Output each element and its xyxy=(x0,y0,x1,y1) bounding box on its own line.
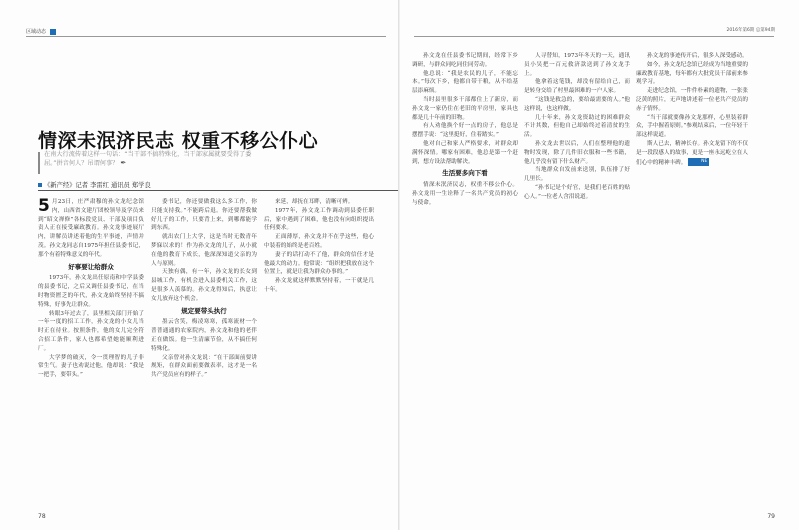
paragraph: 当时县里很多干部都住上了新房，而孙文龙一家仍住在老旧的平房里，家具也都是几十年前的旧物。 xyxy=(412,96,518,121)
subheading: 好事要让给群众 xyxy=(68,262,114,271)
header-rule xyxy=(414,36,774,37)
byline-square-icon xyxy=(38,183,42,187)
title-divider xyxy=(38,190,398,191)
paragraph: “孙书记是个好官，是我们老百姓的贴心人。”一位老人含泪说道。 xyxy=(524,184,630,200)
section-label: 区域动态 xyxy=(26,29,47,35)
article-lead xyxy=(44,150,264,168)
paragraph: 人寻替知，1973年冬天的一天，通讯员小吴把一百元救济款送到了孙文龙手上。 xyxy=(524,53,630,77)
text-column-5 xyxy=(524,52,630,498)
paragraph: 孙文龙的事迹传开后，很多人深受感动。 xyxy=(647,53,748,59)
paragraph: 1977年，孙文龙工作调动到县委任职后，家中遇到了困难，他也没有向组织提出任何要求。 xyxy=(264,207,374,232)
paragraph: 大学梦的破灭，令一贯理智的儿子非常生气。妻子也劝说过他，他却说：“我是一把手，要带头。” xyxy=(38,354,144,379)
paragraph: 5 月23日，庄严肃穆的孙文龙纪念馆内，山西省文建厅团校领导及学员来到“昭文禅修”各标段党员、干部及项目负责人正在接受廉政教育。孙文龙事迹展厅内，讲解员讲述着他的生平事迹，声情并茂。孙文龙同志自1975年担任县委书记，那个有着特殊意义的年代。 xyxy=(38,198,144,258)
paragraph: 他拿着这笔钱，却没有留给自己，而是转身交给了村里最困难的一户人家。 xyxy=(524,79,630,95)
paragraph: 墨云含笑，梅凌寒寒，孤寒流材一个普普通通的农家院内，孙文龙和他的老伴正在做饭。他一生清廉节俭，从不搞任何特殊化。 xyxy=(151,319,257,352)
paragraph: 来延，却抚在耳畔，清晰可辨。 xyxy=(275,199,354,205)
paragraph: 孙文龙就这样默默坚持着，一干就是几十年。 xyxy=(264,278,374,293)
paragraph: 当地群众自发前来送别，队伍排了好几里长。 xyxy=(524,167,630,183)
paragraph: 斯人已去，精神长存。孙文龙留下的不仅是一段段感人的故事，更是一座永远屹立在人们心中的精神丰碑。 NE xyxy=(636,140,748,166)
paragraph: 就出农门上大学，这是当时无数青年梦寐以求的！作为孙文龙的儿子，从小就在他的教育下成长，他深深知道父亲的为人与原则。 xyxy=(151,234,257,267)
paragraph: 父亲曾对孙文龙说：“在干部面前要讲规矩，在群众面前要做表率，这才是一名共产党员应有的样子。” xyxy=(151,354,257,379)
paragraph: 委书记，你还要做我这么多工作，你只能支持我。”不能跨后退。你还要帮我做好儿子的工作，只要背上来，到哪都能学到东西。 xyxy=(151,199,257,232)
issue-header: 2016年第6期 总第94期 xyxy=(726,28,775,33)
paragraph: 他对自己和家人严格要求，对群众却满怀深情。哪家有困难，他总是第一个赶到，想方设法帮助解决。 xyxy=(412,140,518,165)
paragraph: 天独有偶，有一年，孙文龙的长女到县城工作，有机会进入县委机关工作，这是很多人羡慕的。孙文龙得知后，执意让女儿放弃这个机会。 xyxy=(151,269,257,302)
text-column-3 xyxy=(264,198,374,498)
right-page xyxy=(400,0,799,530)
paragraph: “当干部就要像孙文龙那样，心里装着群众，手中握着原则。”参观结束后，一位年轻干部这样说道。 xyxy=(636,114,748,139)
page-number-right: 79 xyxy=(767,513,775,520)
lead-bar xyxy=(38,152,40,174)
text-column-2 xyxy=(151,198,257,498)
paragraph: “这钱是救急的，要给最需要的人。”他这样说，也这样做。 xyxy=(524,96,630,112)
lead-text: 在南大行流传着这样一句话：“当干部不搞特殊化，当干部家属就要受得了委屈。”拼音何人？吊谓何事？ xyxy=(44,151,252,167)
end-mark: NE xyxy=(688,158,709,167)
article-title: 情深未泯济民志 权重不移公仆心 xyxy=(38,130,319,152)
subheading: 生活要多向下看 xyxy=(442,169,488,178)
paragraph: 1973年，孙文龙出任原南和中学县委的县委书记，之后又调任县委书记，在当时物资匮乏的年代，孙文龙始终坚持不搞特殊，好事先让群众。 xyxy=(38,275,144,308)
text-column-6 xyxy=(636,52,748,498)
text-column-4 xyxy=(412,52,518,498)
paragraph: 转眼3年过去了，县里相关部门开始了一年一度的招工工作，孙文龙的小女儿当时正在待业。按照条件，他的女儿完全符合招工条件，家人也都希望她能顺利进厂。 xyxy=(38,310,144,352)
paragraph: 孙文龙在任县委书记期间，经常下乡调研，与群众同吃同住同劳动。 xyxy=(412,53,518,68)
header-rule xyxy=(26,36,386,37)
text-column-1 xyxy=(38,198,144,498)
paragraph: 情深未泯济民志，权重不移公仆心。孙文龙用一生诠释了一名共产党员的初心与使命。 xyxy=(412,182,518,206)
paragraph: 正面薄厚，孙文龙并不在乎这些，他心中装着的始终是老百姓。 xyxy=(264,234,374,249)
paragraph: 走进纪念馆，一件件朴素的遗物，一张张泛黄的照片，无声地讲述着一位老共产党员的赤子情怀。 xyxy=(636,88,748,112)
section-header xyxy=(26,28,56,35)
section-tag-icon xyxy=(50,29,56,35)
paragraph: 几十年来，孙文龙资助过的困难群众不计其数，但他自己却始终过着清贫的生活。 xyxy=(524,114,630,139)
paragraph: 孙文龙去世以后，人们在整理他的遗物时发现，除了几件旧衣服和一些书籍，他几乎没有留下什么财产。 xyxy=(524,140,630,165)
byline xyxy=(38,180,151,189)
left-page xyxy=(0,0,399,530)
page-number-left: 78 xyxy=(38,513,46,520)
subheading: 规定要带头执行 xyxy=(181,306,227,315)
paragraph: 有人劝他换个好一点的房子，他总是摆摆手说：“这里挺好，住着踏实。” xyxy=(412,123,518,139)
dropcap: 5 xyxy=(38,198,50,216)
byline-text: 《新产经》记者 李雷红 通讯员 郑学良 xyxy=(44,182,151,189)
pen-icon: ✒ xyxy=(120,159,127,167)
paragraph: 妻子的话打动不了他，群众的信任才是他最大的动力。他常说：“组织把我放在这个位置上，就是让我为群众办事的。” xyxy=(264,251,374,276)
paragraph: 他总说：“我是农民的儿子，不能忘本。”每次下乡，他都自带干粮，从不给基层添麻烦。 xyxy=(412,70,518,95)
paragraph: 如今，孙文龙纪念馆已经成为当地重要的廉政教育基地，每年都有大批党员干部前来参观学习。 xyxy=(636,61,748,86)
